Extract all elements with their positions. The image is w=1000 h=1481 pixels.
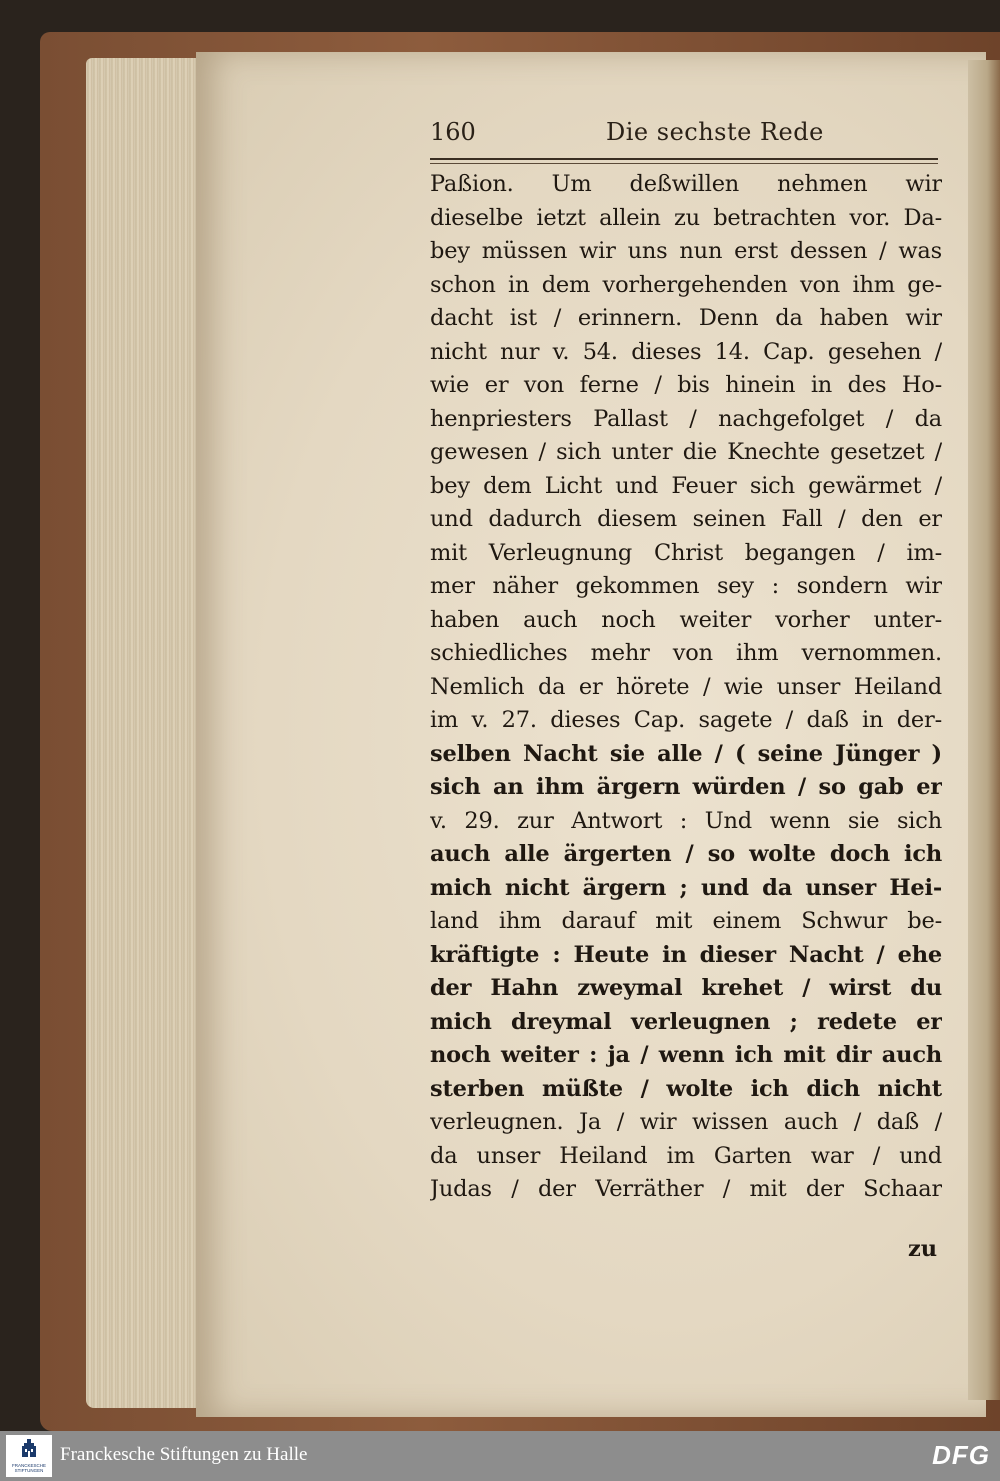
- text-line: der Hahn zweymal krehet / wirst du: [430, 975, 942, 1001]
- catchword: zu: [908, 1236, 938, 1262]
- viewer-footer: [0, 1431, 1000, 1481]
- text-line: sich an ihm ärgern würden / so gab er: [430, 774, 942, 800]
- text-line: dacht ist / erinnern. Denn da haben wir: [430, 305, 942, 331]
- text-line: henpriesters Pallast / nachgefolget / da: [430, 405, 942, 432]
- text-line: noch weiter : ja / wenn ich mit dir auch: [430, 1042, 942, 1068]
- text-line: und dadurch diesem seinen Fall / den er: [430, 506, 942, 532]
- text-line: bey dem Licht und Feuer sich gewärmet /: [430, 472, 942, 499]
- text-line: sterben müßte / wolte ich dich nicht: [430, 1075, 942, 1102]
- text-line: Paßion. Um deßwillen nehmen wir: [430, 171, 942, 197]
- text-line: schon in dem vorhergehenden von ihm ge-: [430, 271, 942, 298]
- building-icon: [22, 1439, 36, 1457]
- text-line: land ihm darauf mit einem Schwur be-: [430, 908, 942, 934]
- institution-logo[interactable]: [6, 1435, 52, 1477]
- text-line: wie er von ferne / bis hinein in des Ho-: [430, 372, 942, 398]
- institution-name[interactable]: Franckesche Stiftungen zu Halle: [60, 1444, 308, 1465]
- page-number: 160: [430, 118, 476, 146]
- running-head: [430, 118, 940, 154]
- text-line: kräftigte : Heute in dieser Nacht / ehe: [430, 941, 942, 968]
- text-line: schiedliches mehr von ihm vernommen.: [430, 640, 942, 666]
- text-line: verleugnen. Ja / wir wissen auch / daß /: [430, 1109, 942, 1135]
- text-line: nicht nur v. 54. dieses 14. Cap. gesehen /: [430, 338, 942, 365]
- text-line: auch alle ärgerten / so wolte doch ich: [430, 841, 942, 867]
- page-gutter: [968, 60, 1000, 1400]
- text-line: mich nicht ärgern ; und da unser Hei-: [430, 874, 942, 901]
- text-line: da unser Heiland im Garten war / und: [430, 1142, 942, 1169]
- header-rule: [430, 158, 938, 160]
- text-line: im v. 27. dieses Cap. sagete / daß in der-: [430, 707, 942, 733]
- text-line: mer näher gekommen sey : sondern wir: [430, 573, 942, 599]
- text-line: selben Nacht sie alle / ( seine Jünger ): [430, 740, 942, 767]
- logo-text: FRANCKESCHE STIFTUNGEN: [11, 1463, 46, 1473]
- header-rule-thin: [430, 163, 938, 164]
- dfg-logo[interactable]: DFG: [932, 1440, 990, 1470]
- text-line: dieselbe ietzt allein zu betrachten vor. Da-: [430, 204, 942, 231]
- text-line: bey müssen wir uns nun erst dessen / was: [430, 238, 942, 264]
- text-line: gewesen / sich unter die Knechte gesetzet /: [430, 439, 942, 465]
- text-line: Nemlich da er hörete / wie unser Heiland: [430, 673, 942, 700]
- running-title: Die sechste Rede: [606, 118, 824, 146]
- text-line: mit Verleugnung Christ begangen / im-: [430, 539, 942, 566]
- body-text: [430, 168, 942, 1207]
- text-line: mich dreymal verleugnen ; redete er: [430, 1008, 942, 1035]
- text-line: Judas / der Verräther / mit der Schaar: [430, 1176, 942, 1202]
- text-line: haben auch noch weiter vorher unter-: [430, 606, 942, 633]
- text-line: v. 29. zur Antwort : Und wenn sie sich: [430, 807, 942, 834]
